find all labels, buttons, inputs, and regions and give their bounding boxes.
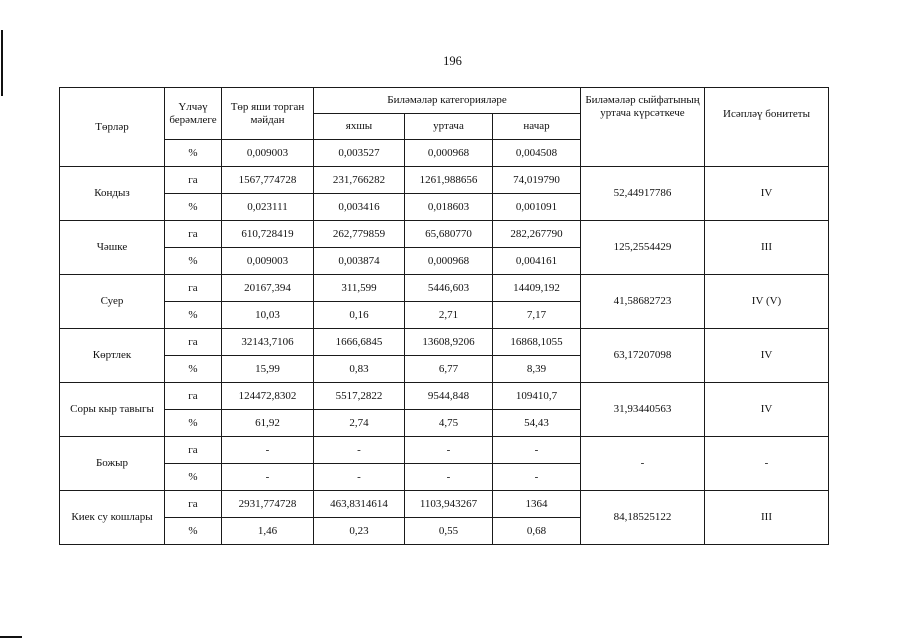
species-row-ga bbox=[60, 329, 829, 356]
cell-area: 1,46 bbox=[222, 518, 314, 545]
cell-area: 610,728419 bbox=[222, 221, 314, 248]
cell-good: 0,16 bbox=[314, 302, 405, 329]
header-area: Төр яши торган мәйдан bbox=[222, 88, 314, 140]
cell-area: 0,009003 bbox=[222, 140, 314, 167]
cell-poor: 0,004161 bbox=[493, 248, 581, 275]
header-poor: начар bbox=[493, 114, 581, 140]
cell-poor: 16868,1055 bbox=[493, 329, 581, 356]
cell-medium: 1103,943267 bbox=[405, 491, 493, 518]
cell-medium: 9544,848 bbox=[405, 383, 493, 410]
cell-poor: 0,001091 bbox=[493, 194, 581, 221]
cell-unit: % bbox=[165, 518, 222, 545]
species-row-ga bbox=[60, 437, 829, 464]
cell-unit: % bbox=[165, 140, 222, 167]
cell-bonitet: IV (V) bbox=[705, 275, 829, 329]
cell-unit: % bbox=[165, 248, 222, 275]
cell-area: 20167,394 bbox=[222, 275, 314, 302]
species-row-ga bbox=[60, 167, 829, 194]
cell-good: 2,74 bbox=[314, 410, 405, 437]
cell-medium: 5446,603 bbox=[405, 275, 493, 302]
cell-unit: га bbox=[165, 491, 222, 518]
cell-good: 0,003527 bbox=[314, 140, 405, 167]
header-unit: Үлчәү берәмлеге bbox=[165, 88, 222, 140]
species-name: Суер bbox=[60, 275, 165, 329]
header-row-1 bbox=[60, 88, 829, 114]
cell-poor: 282,267790 bbox=[493, 221, 581, 248]
species-row-ga bbox=[60, 383, 829, 410]
cell-area: 0,009003 bbox=[222, 248, 314, 275]
cell-area: 1567,774728 bbox=[222, 167, 314, 194]
cell-medium: 1261,988656 bbox=[405, 167, 493, 194]
cell-medium: 0,000968 bbox=[405, 248, 493, 275]
species-name: Чәшке bbox=[60, 221, 165, 275]
cell-poor: 0,004508 bbox=[493, 140, 581, 167]
cell-area: 15,99 bbox=[222, 356, 314, 383]
cell-good: 0,83 bbox=[314, 356, 405, 383]
cell-good: 231,766282 bbox=[314, 167, 405, 194]
cell-poor: 74,019790 bbox=[493, 167, 581, 194]
cell-area: 2931,774728 bbox=[222, 491, 314, 518]
cell-avg: - bbox=[581, 437, 705, 491]
cell-medium: 4,75 bbox=[405, 410, 493, 437]
cell-good: 0,003874 bbox=[314, 248, 405, 275]
cell-unit: % bbox=[165, 194, 222, 221]
cell-good: 463,8314614 bbox=[314, 491, 405, 518]
cell-unit: га bbox=[165, 383, 222, 410]
cell-good: - bbox=[314, 437, 405, 464]
cell-unit: % bbox=[165, 410, 222, 437]
header-categories: Биләмәләр категорияләре bbox=[314, 88, 581, 114]
page-number: 196 bbox=[443, 54, 462, 68]
cell-medium: 0,000968 bbox=[405, 140, 493, 167]
header-types: Төрләр bbox=[60, 88, 165, 167]
cell-poor: 7,17 bbox=[493, 302, 581, 329]
cell-unit: % bbox=[165, 302, 222, 329]
cell-avg: 125,2554429 bbox=[581, 221, 705, 275]
species-row-ga bbox=[60, 275, 829, 302]
cell-poor: 109410,7 bbox=[493, 383, 581, 410]
cell-area: 124472,8302 bbox=[222, 383, 314, 410]
cell-area: 10,03 bbox=[222, 302, 314, 329]
cell-poor: 0,68 bbox=[493, 518, 581, 545]
cell-medium: 65,680770 bbox=[405, 221, 493, 248]
cell-good: - bbox=[314, 464, 405, 491]
cell-unit: га bbox=[165, 167, 222, 194]
cell-unit: га bbox=[165, 221, 222, 248]
cell-bonitet: IV bbox=[705, 383, 829, 437]
header-good: яхшы bbox=[314, 114, 405, 140]
cell-poor: 8,39 bbox=[493, 356, 581, 383]
species-name: Кондыз bbox=[60, 167, 165, 221]
cell-good: 0,003416 bbox=[314, 194, 405, 221]
cell-poor: - bbox=[493, 437, 581, 464]
cell-area: 61,92 bbox=[222, 410, 314, 437]
species-name: Божыр bbox=[60, 437, 165, 491]
cell-unit: % bbox=[165, 464, 222, 491]
cell-bonitet: IV bbox=[705, 167, 829, 221]
cell-avg: 31,93440563 bbox=[581, 383, 705, 437]
cell-area: 0,023111 bbox=[222, 194, 314, 221]
cell-medium: 13608,9206 bbox=[405, 329, 493, 356]
cell-medium: 6,77 bbox=[405, 356, 493, 383]
cell-bonitet: III bbox=[705, 221, 829, 275]
corner-mark bbox=[0, 636, 22, 638]
species-name: Көртлек bbox=[60, 329, 165, 383]
cell-medium: - bbox=[405, 464, 493, 491]
species-row-ga bbox=[60, 221, 829, 248]
cell-area: 32143,7106 bbox=[222, 329, 314, 356]
cell-bonitet: IV bbox=[705, 329, 829, 383]
cell-avg: 41,58682723 bbox=[581, 275, 705, 329]
cell-avg: 84,18525122 bbox=[581, 491, 705, 545]
cell-area: - bbox=[222, 437, 314, 464]
cell-poor: 1364 bbox=[493, 491, 581, 518]
cell-poor: - bbox=[493, 464, 581, 491]
cell-medium: 0,018603 bbox=[405, 194, 493, 221]
species-table bbox=[59, 87, 829, 545]
cell-area: - bbox=[222, 464, 314, 491]
cell-unit: га bbox=[165, 329, 222, 356]
cell-bonitet: - bbox=[705, 437, 829, 491]
species-name: Соры кыр тавыгы bbox=[60, 383, 165, 437]
cell-poor: 54,43 bbox=[493, 410, 581, 437]
cell-medium: - bbox=[405, 437, 493, 464]
cell-good: 1666,6845 bbox=[314, 329, 405, 356]
cell-medium: 2,71 bbox=[405, 302, 493, 329]
cell-avg: 52,44917786 bbox=[581, 167, 705, 221]
cell-unit: га bbox=[165, 437, 222, 464]
header-medium: уртача bbox=[405, 114, 493, 140]
cell-unit: га bbox=[165, 275, 222, 302]
cell-bonitet: III bbox=[705, 491, 829, 545]
cell-good: 262,779859 bbox=[314, 221, 405, 248]
cell-medium: 0,55 bbox=[405, 518, 493, 545]
cell-avg: 63,17207098 bbox=[581, 329, 705, 383]
cell-good: 311,599 bbox=[314, 275, 405, 302]
species-row-ga bbox=[60, 491, 829, 518]
header-bonitet: Исәпләү бонитеты bbox=[705, 88, 829, 167]
cell-poor: 14409,192 bbox=[493, 275, 581, 302]
header-avg: Биләмәләр сыйфатының уртача күрсәткече bbox=[581, 88, 705, 167]
species-name: Киек су кошлары bbox=[60, 491, 165, 545]
cell-good: 0,23 bbox=[314, 518, 405, 545]
cell-good: 5517,2822 bbox=[314, 383, 405, 410]
cell-unit: % bbox=[165, 356, 222, 383]
